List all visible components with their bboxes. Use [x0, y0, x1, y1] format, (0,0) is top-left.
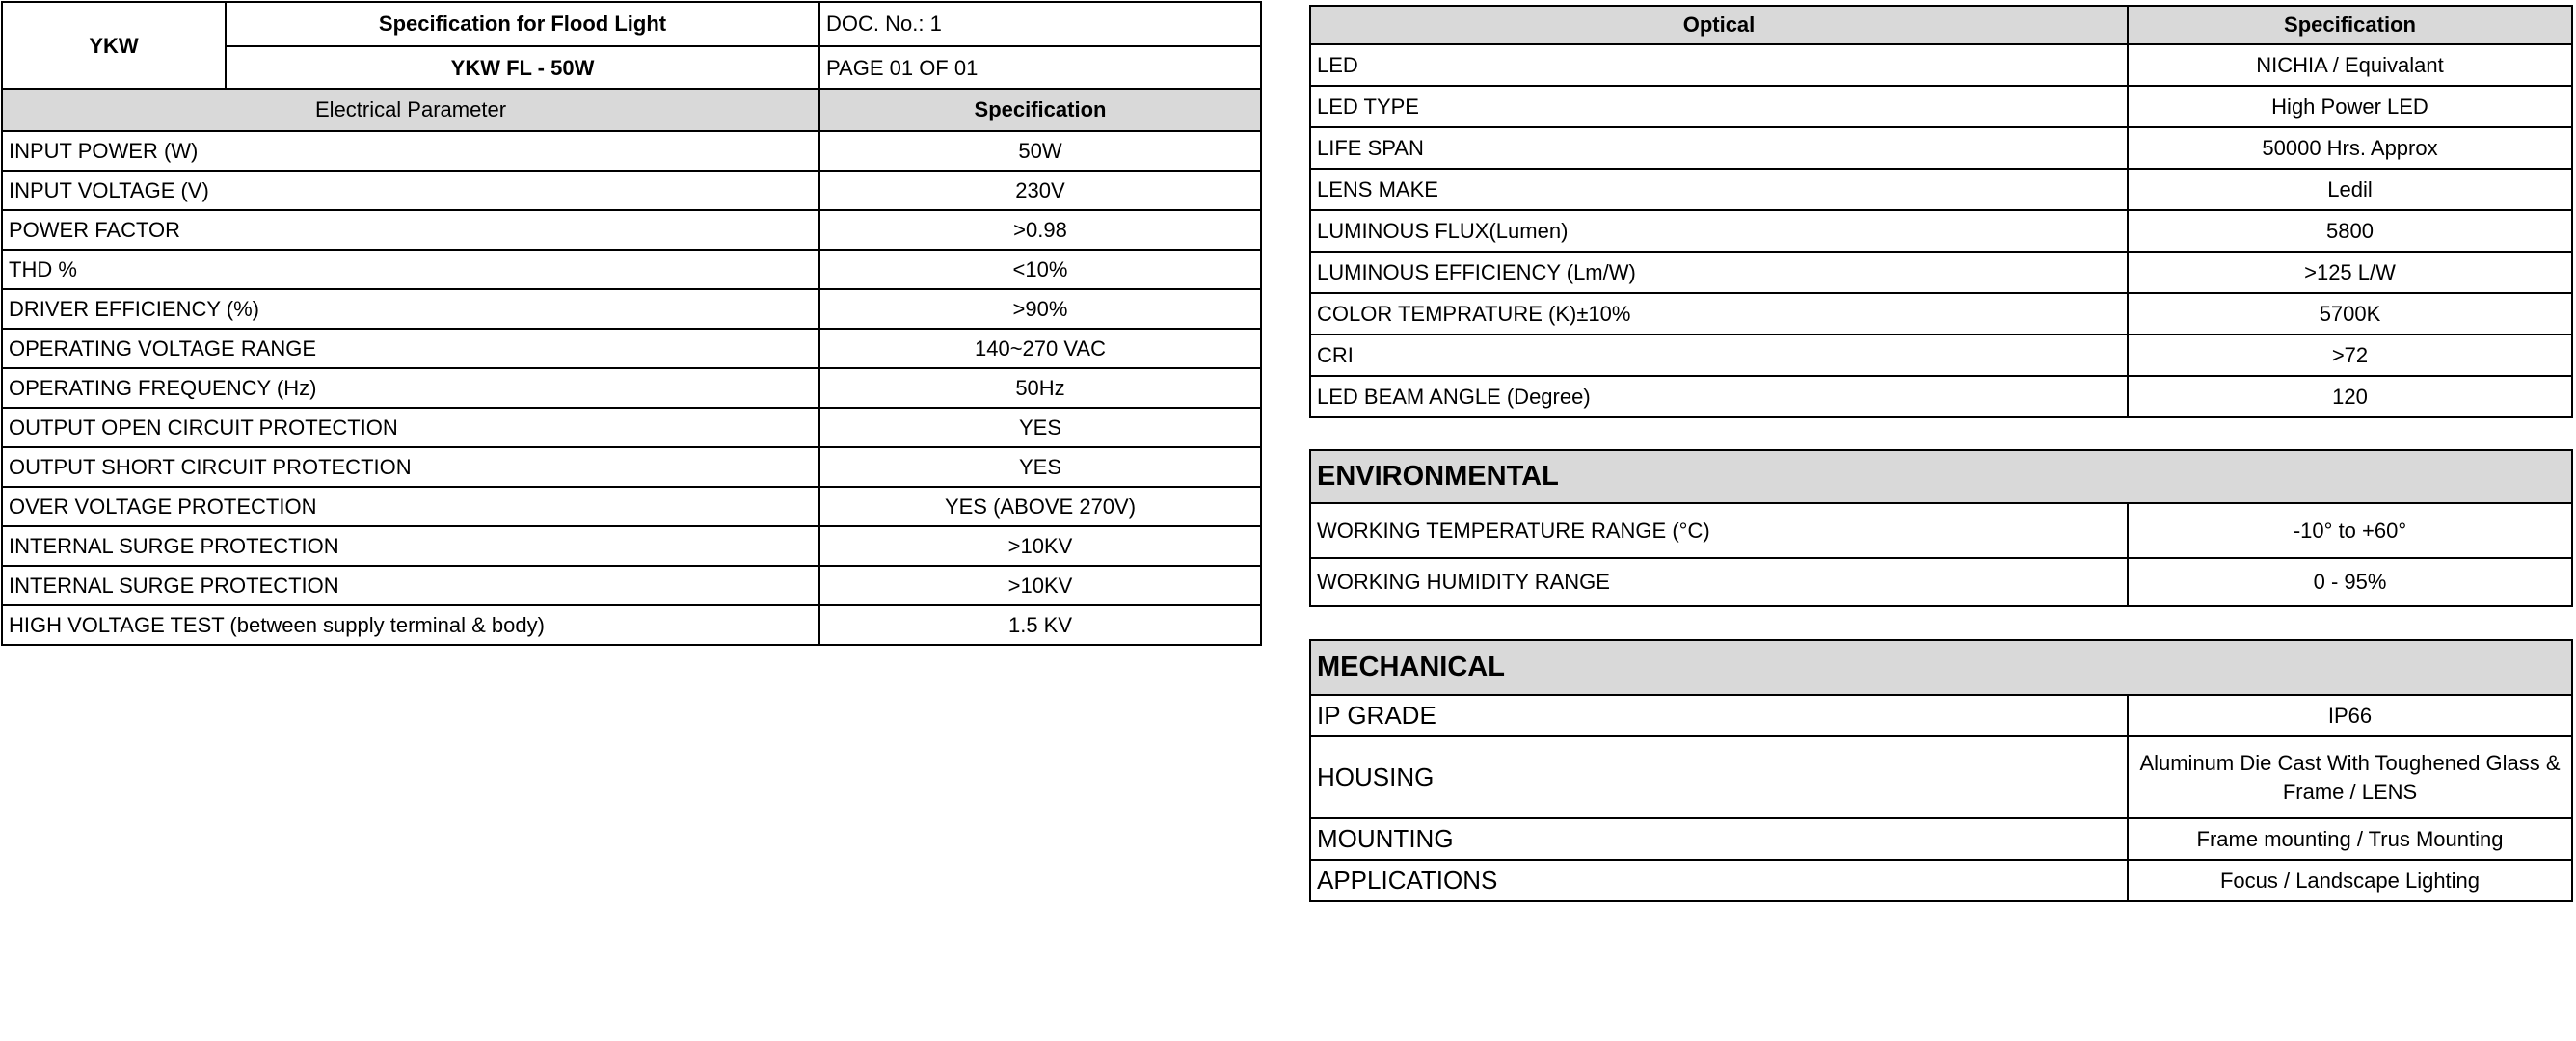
row-label: LED: [1310, 44, 2128, 86]
page-number: PAGE 01 OF 01: [819, 46, 1261, 91]
row-value: Ledil: [2128, 169, 2572, 210]
table-row: [1310, 334, 2572, 376]
row-value: 50000 Hrs. Approx: [2128, 127, 2572, 169]
row-value: 230V: [819, 171, 1261, 210]
table-row: [1310, 210, 2572, 252]
table-row: [1310, 86, 2572, 127]
row-label: INTERNAL SURGE PROTECTION: [2, 526, 819, 566]
environmental-table: [1309, 449, 2573, 607]
row-value: 50Hz: [819, 368, 1261, 408]
row-value: YES: [819, 408, 1261, 447]
electrical-header-row: [2, 89, 1261, 131]
row-label: HIGH VOLTAGE TEST (between supply terminal & body): [2, 605, 819, 645]
row-value: >10KV: [819, 526, 1261, 566]
row-label: INPUT VOLTAGE (V): [2, 171, 819, 210]
row-value: 1.5 KV: [819, 605, 1261, 645]
row-label: LED TYPE: [1310, 86, 2128, 127]
table-row: [2, 250, 1261, 289]
row-value: 50W: [819, 131, 1261, 171]
document-header-table: [1, 1, 1262, 92]
table-row: [1310, 818, 2572, 860]
row-value: 140~270 VAC: [819, 329, 1261, 368]
mechanical-header-row: [1310, 640, 2572, 695]
row-label: OPERATING VOLTAGE RANGE: [2, 329, 819, 368]
row-value: 120: [2128, 376, 2572, 417]
row-label: HOUSING: [1310, 736, 2128, 818]
row-value: NICHIA / Equivalant: [2128, 44, 2572, 86]
electrical-parameter-heading: Electrical Parameter: [2, 89, 819, 131]
row-value: 5800: [2128, 210, 2572, 252]
row-label: INPUT POWER (W): [2, 131, 819, 171]
row-value: Focus / Landscape Lighting: [2128, 860, 2572, 901]
row-value: Aluminum Die Cast With Toughened Glass & Frame / LENS: [2128, 736, 2572, 818]
table-row: [1310, 503, 2572, 558]
row-label: LENS MAKE: [1310, 169, 2128, 210]
row-value: 0 - 95%: [2128, 558, 2572, 606]
product-model: YKW FL - 50W: [226, 46, 819, 91]
table-row: [1310, 736, 2572, 818]
table-row: [1310, 376, 2572, 417]
table-row: [2, 447, 1261, 487]
row-value: -10° to +60°: [2128, 503, 2572, 558]
row-label: OPERATING FREQUENCY (Hz): [2, 368, 819, 408]
table-row: [1310, 860, 2572, 901]
row-label: LED BEAM ANGLE (Degree): [1310, 376, 2128, 417]
brand-name: YKW: [2, 2, 226, 91]
row-value: <10%: [819, 250, 1261, 289]
row-label: LUMINOUS FLUX(Lumen): [1310, 210, 2128, 252]
row-label: DRIVER EFFICIENCY (%): [2, 289, 819, 329]
row-label: MOUNTING: [1310, 818, 2128, 860]
row-label: APPLICATIONS: [1310, 860, 2128, 901]
mechanical-heading: MECHANICAL: [1310, 640, 2572, 695]
row-value: YES: [819, 447, 1261, 487]
optical-header-row: [1310, 6, 2572, 44]
row-label: INTERNAL SURGE PROTECTION: [2, 566, 819, 605]
table-row: [1310, 127, 2572, 169]
table-row: [2, 487, 1261, 526]
table-row: [2, 131, 1261, 171]
table-row: [1310, 293, 2572, 334]
table-row: [1310, 252, 2572, 293]
row-value: >90%: [819, 289, 1261, 329]
table-row: [1310, 169, 2572, 210]
environmental-header-row: [1310, 450, 2572, 503]
row-label: WORKING TEMPERATURE RANGE (°C): [1310, 503, 2128, 558]
row-label: THD %: [2, 250, 819, 289]
row-label: POWER FACTOR: [2, 210, 819, 250]
table-row: [2, 171, 1261, 210]
row-value: High Power LED: [2128, 86, 2572, 127]
row-value: YES (ABOVE 270V): [819, 487, 1261, 526]
table-row: [1310, 558, 2572, 606]
mechanical-table: [1309, 639, 2573, 902]
row-label: WORKING HUMIDITY RANGE: [1310, 558, 2128, 606]
row-label: OVER VOLTAGE PROTECTION: [2, 487, 819, 526]
optical-table: [1309, 5, 2573, 418]
electrical-parameter-table: [1, 88, 1262, 646]
row-value: >0.98: [819, 210, 1261, 250]
table-row: [2, 329, 1261, 368]
row-label: IP GRADE: [1310, 695, 2128, 736]
table-row: [1310, 44, 2572, 86]
row-value: >125 L/W: [2128, 252, 2572, 293]
row-label: OUTPUT OPEN CIRCUIT PROTECTION: [2, 408, 819, 447]
row-label: CRI: [1310, 334, 2128, 376]
table-row: [2, 210, 1261, 250]
row-label: COLOR TEMPRATURE (K)±10%: [1310, 293, 2128, 334]
table-row: [2, 408, 1261, 447]
electrical-specification-heading: Specification: [819, 89, 1261, 131]
optical-specification-heading: Specification: [2128, 6, 2572, 44]
table-row: [2, 289, 1261, 329]
doc-number: DOC. No.: 1: [819, 2, 1261, 46]
row-label: LUMINOUS EFFICIENCY (Lm/W): [1310, 252, 2128, 293]
table-row: [2, 566, 1261, 605]
row-label: OUTPUT SHORT CIRCUIT PROTECTION: [2, 447, 819, 487]
row-value: >10KV: [819, 566, 1261, 605]
optical-heading: Optical: [1310, 6, 2128, 44]
table-row: [2, 368, 1261, 408]
table-row: [2, 605, 1261, 645]
row-value: 5700K: [2128, 293, 2572, 334]
row-value: >72: [2128, 334, 2572, 376]
row-value: IP66: [2128, 695, 2572, 736]
table-row: [1310, 695, 2572, 736]
document-title: Specification for Flood Light: [226, 2, 819, 46]
row-label: LIFE SPAN: [1310, 127, 2128, 169]
table-row: [2, 526, 1261, 566]
environmental-heading: ENVIRONMENTAL: [1310, 450, 2572, 503]
row-value: Frame mounting / Trus Mounting: [2128, 818, 2572, 860]
